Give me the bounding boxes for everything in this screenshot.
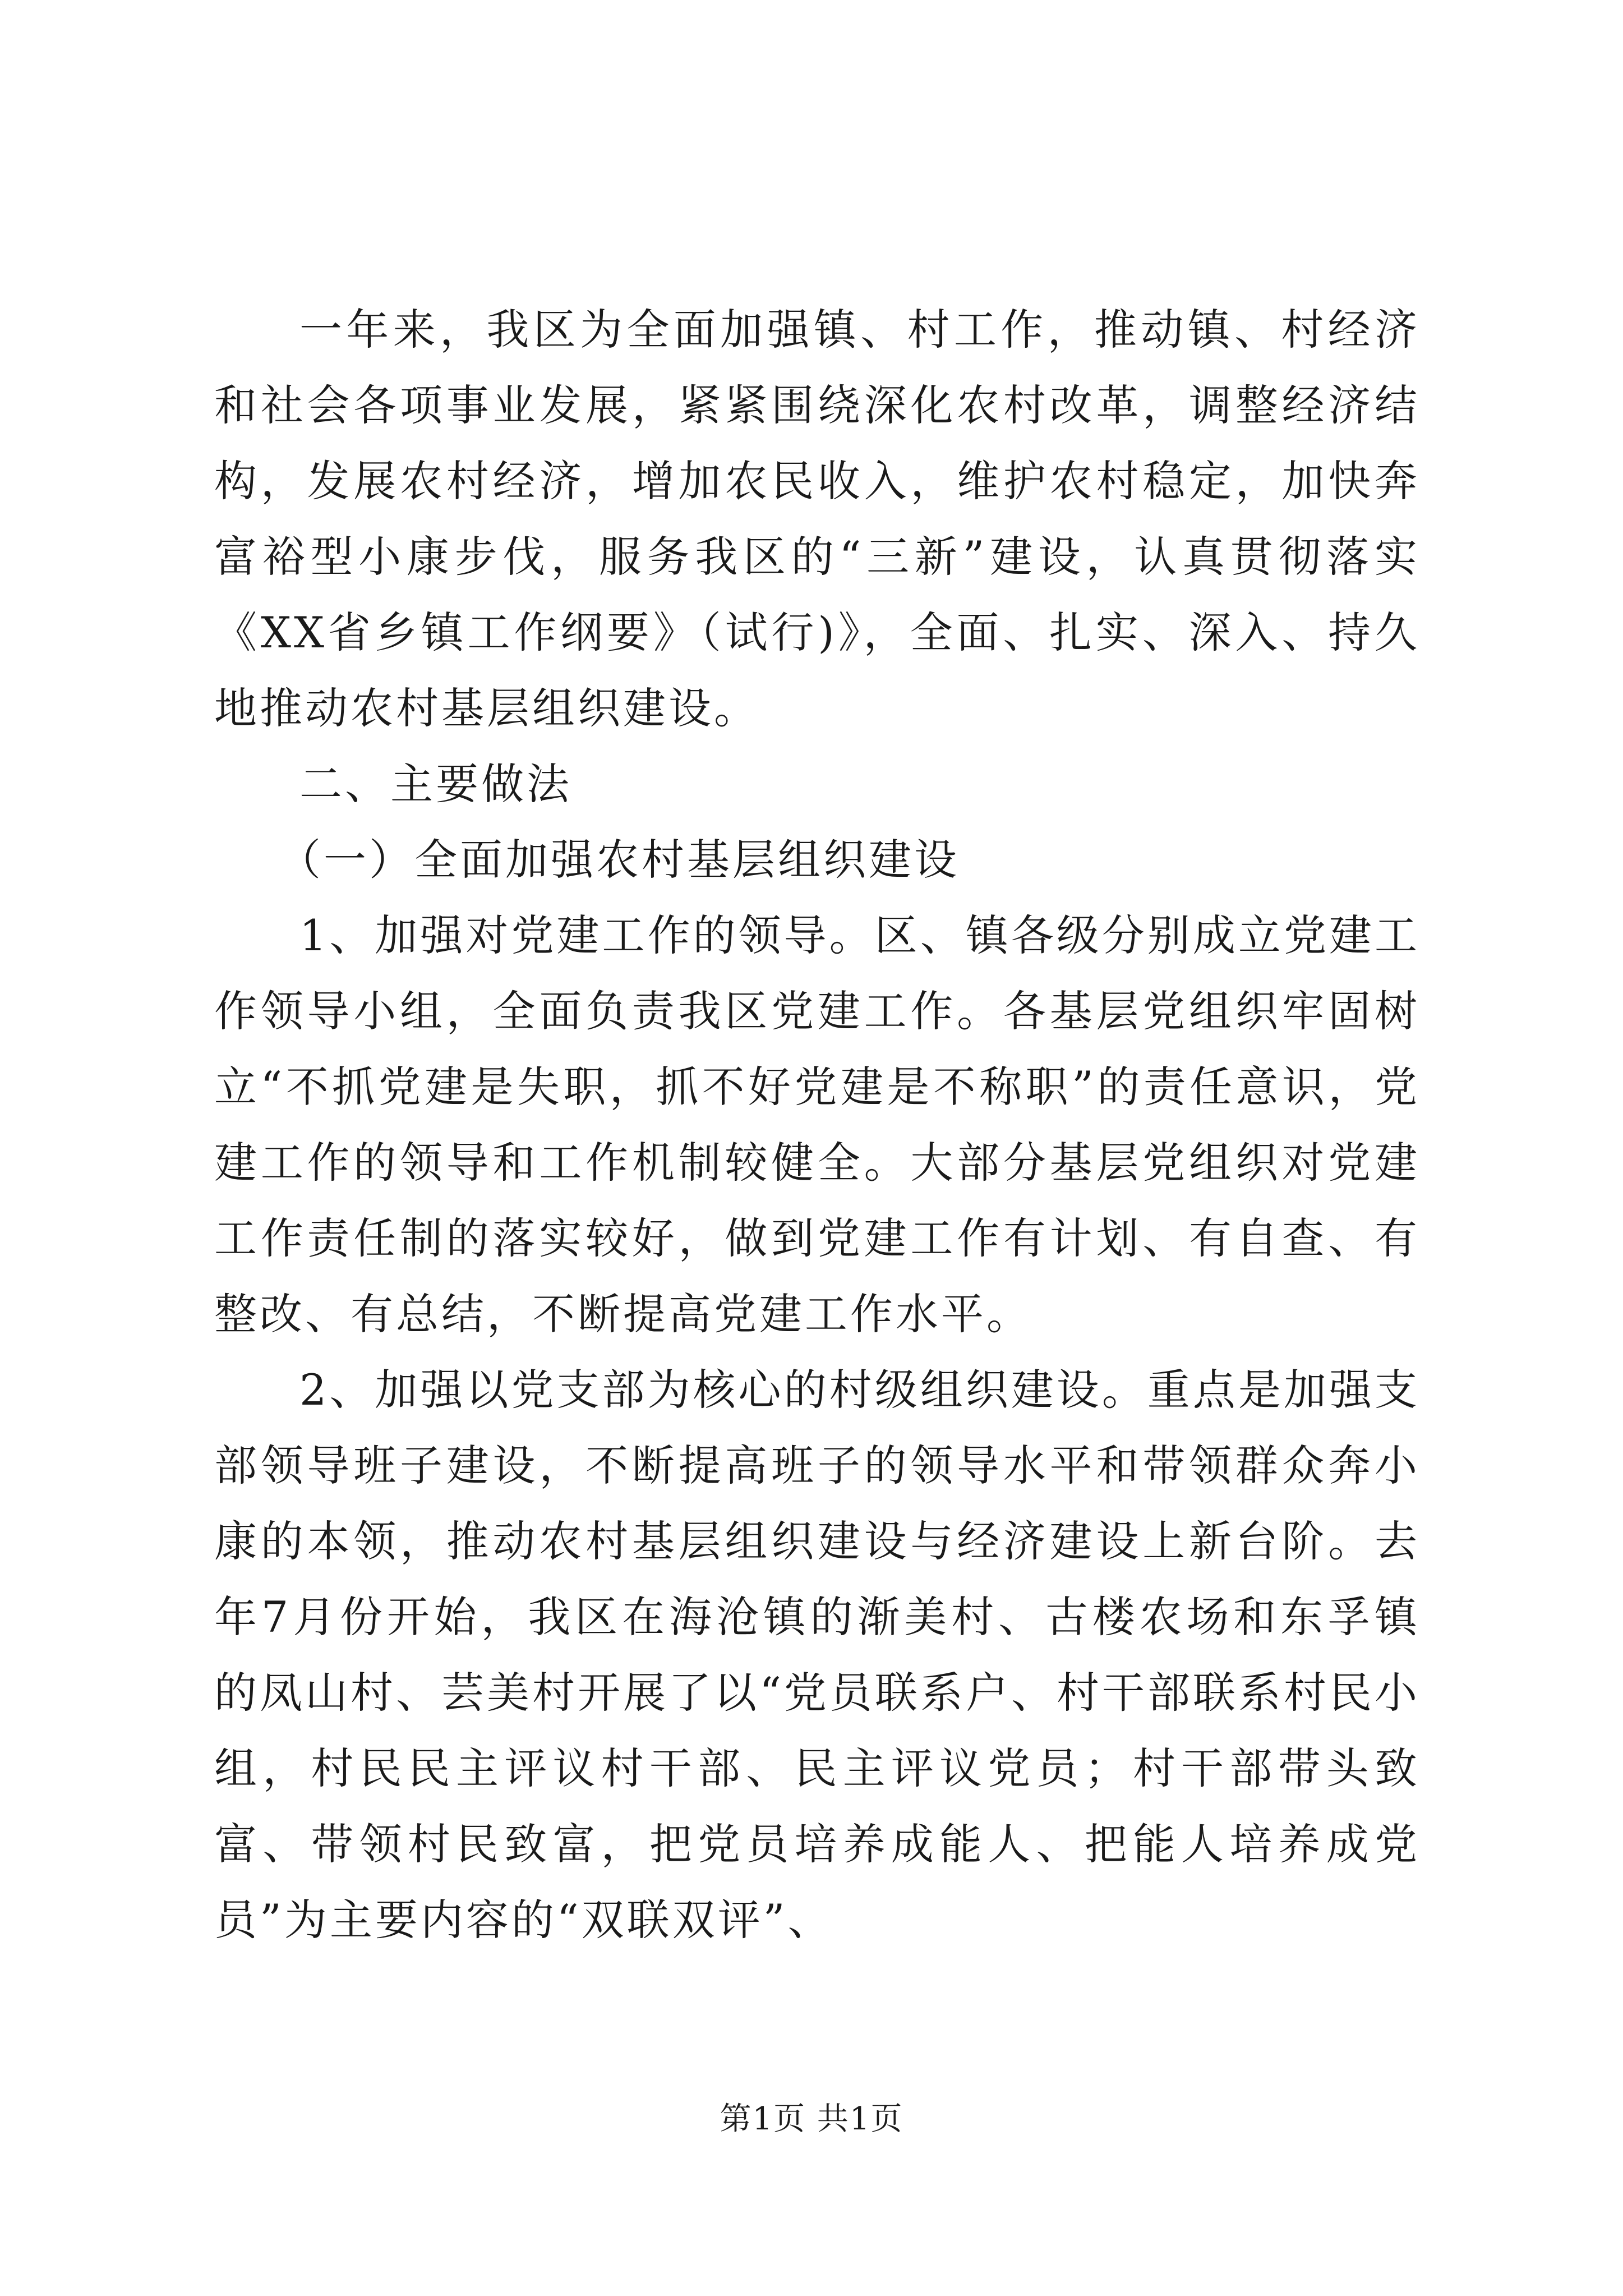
page-number-footer: 第1页 共1页 (720, 2101, 903, 2137)
document-body (214, 292, 1420, 1958)
paragraph-intro: 一年来，我区为全面加强镇、村工作，推动镇、村经济和社会各项事业发展，紧紧围绕深化农村改革，调整经济结构，发展农村经济，增加农民收入，维护农村稳定，加快奔富裕型小康步伐，服务我区的“三新”建设，认真贯彻落实《XX省乡镇工作纲要》（试行)》，全面、扎实、深入、持久地推动农村基层组织建设。 (214, 305, 1420, 733)
paragraph-item-2: 2、加强以党支部为核心的村级组织建设。重点是加强支部领导班子建设，不断提高班子的领导水平和带领群众奔小康的本领，推动农村基层组织建设与经济建设上新台阶。去年7月份开始，我区在海沧镇的渐美村、古楼农场和东孚镇的凤山村、芸美村开展了以“党员联系户、村干部联系村民小组，村民民主评议村干部、民主评议党员；村干部带头致富、带领村民致富，把党员培养成能人、把能人培养成党员”为主要内容的“双联双评”、 (214, 1365, 1420, 1945)
section-heading-main-practices: 二、主要做法 (299, 759, 572, 809)
subsection-heading-1: （一）全面加强农村基层组织建设 (278, 835, 960, 885)
paragraph-item-1: 1、加强对党建工作的领导。区、镇各级分别成立党建工作领导小组，全面负责我区党建工作。各基层党组织牢固树立“不抓党建是失职，抓不好党建是不称职”的责任意识，党建工作的领导和工作机制较健全。大部分基层党组织对党建工作责任制的落实较好，做到党建工作有计划、有自查、有整改、有总结，不断提高党建工作水平。 (214, 910, 1420, 1339)
